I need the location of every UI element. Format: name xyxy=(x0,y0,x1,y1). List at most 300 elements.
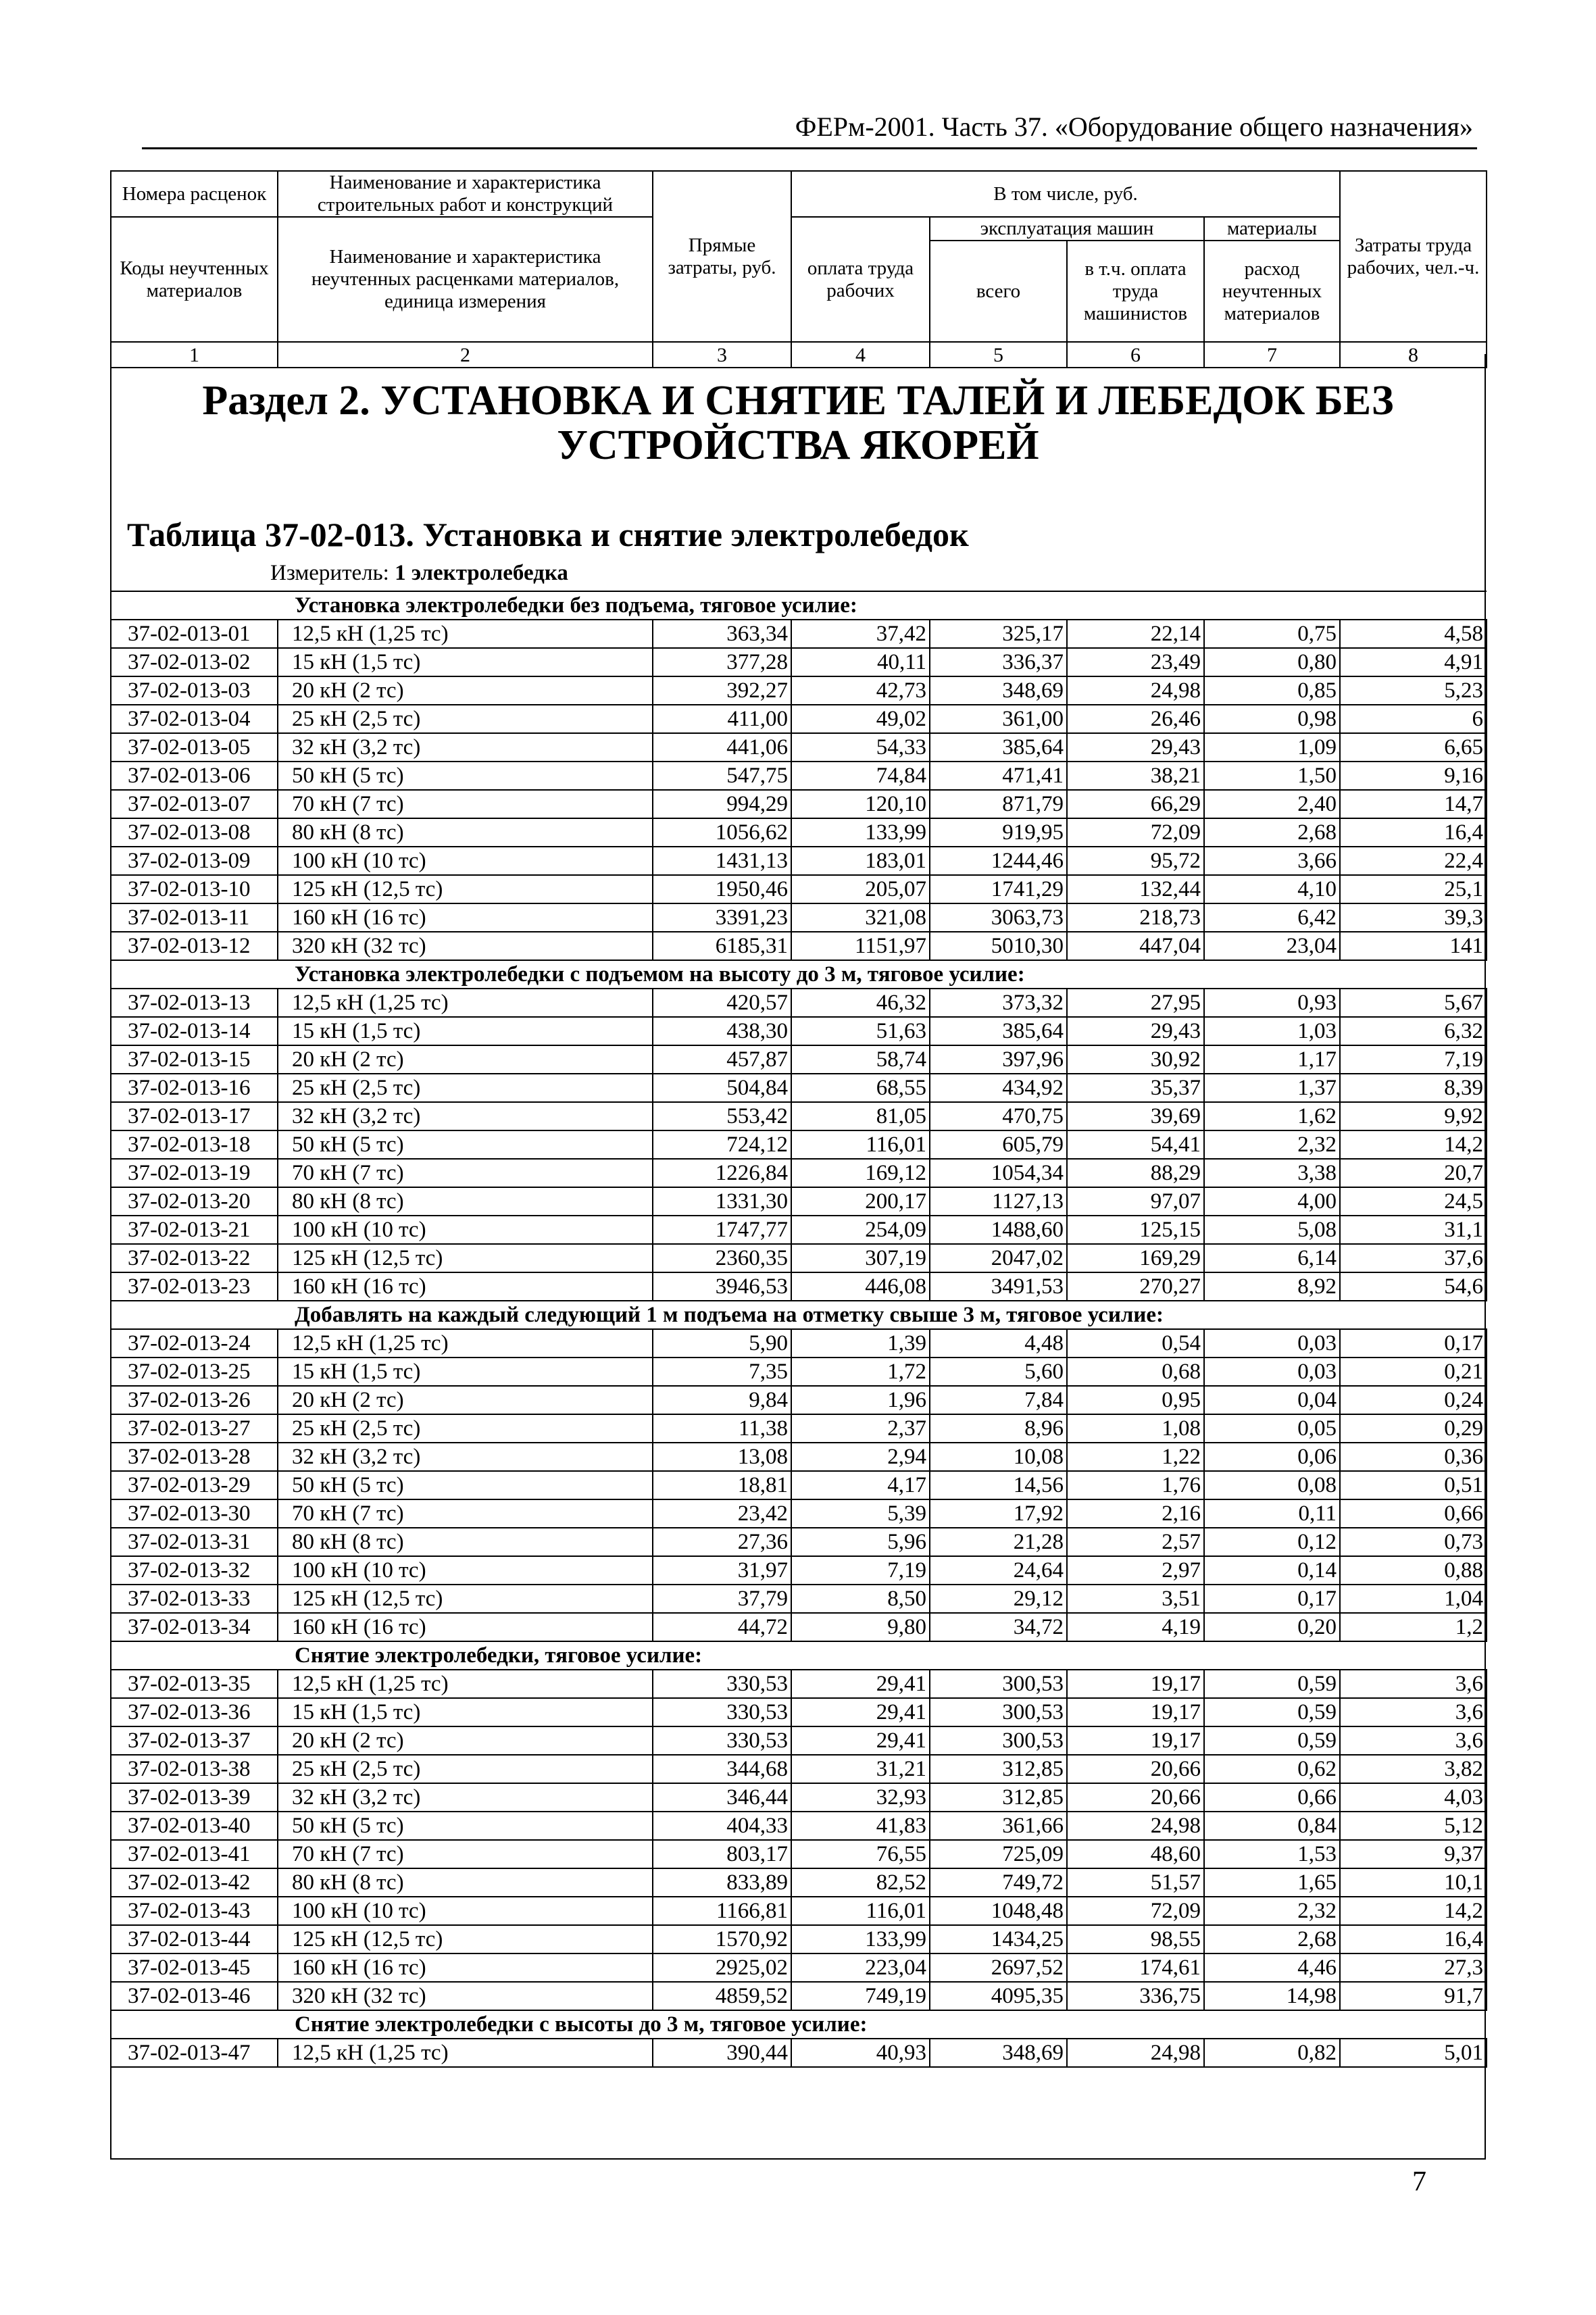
labor-hours-cell: 16,4 xyxy=(1340,1925,1487,1953)
table-row xyxy=(111,1982,1487,2010)
labor-hours-cell: 39,3 xyxy=(1340,903,1487,932)
direct-costs-cell: 2925,02 xyxy=(653,1953,791,1982)
machinist-pay-cell: 4,19 xyxy=(1067,1613,1204,1641)
work-name-cell: 100 кН (10 тс) xyxy=(278,1216,653,1244)
rate-code-cell: 37-02-013-36 xyxy=(111,1698,278,1726)
rate-code-cell: 37-02-013-23 xyxy=(111,1272,278,1301)
machinist-pay-cell: 3,51 xyxy=(1067,1585,1204,1613)
rate-code-cell: 37-02-013-01 xyxy=(111,620,278,648)
rate-code-cell: 37-02-013-35 xyxy=(111,1670,278,1698)
direct-costs-cell: 44,72 xyxy=(653,1613,791,1641)
table-title: Таблица 37-02-013. Установка и снятие электролебедок xyxy=(127,516,969,553)
machines-total-cell: 5010,30 xyxy=(930,932,1067,960)
machinist-pay-cell: 24,98 xyxy=(1067,2039,1204,2067)
direct-costs-cell: 547,75 xyxy=(653,762,791,790)
material-consumption-cell: 1,09 xyxy=(1204,733,1340,762)
worker-pay-cell: 307,19 xyxy=(791,1244,930,1272)
machinist-pay-cell: 54,41 xyxy=(1067,1130,1204,1159)
direct-costs-cell: 11,38 xyxy=(653,1414,791,1443)
table-row xyxy=(111,1953,1487,1982)
col-number: 6 xyxy=(1067,342,1204,368)
machines-total-cell: 21,28 xyxy=(930,1528,1067,1556)
table-row xyxy=(111,705,1487,733)
machines-total-cell: 725,09 xyxy=(930,1840,1067,1868)
material-consumption-cell: 1,50 xyxy=(1204,762,1340,790)
rate-code-cell: 37-02-013-46 xyxy=(111,1982,278,2010)
work-name-cell: 32 кН (3,2 тс) xyxy=(278,733,653,762)
table-row xyxy=(111,1130,1487,1159)
machines-total-cell: 471,41 xyxy=(930,762,1067,790)
direct-costs-cell: 3946,53 xyxy=(653,1272,791,1301)
machines-total-cell: 300,53 xyxy=(930,1726,1067,1755)
col-number: 4 xyxy=(791,342,930,368)
group-header-row xyxy=(111,1301,1487,1329)
direct-costs-cell: 18,81 xyxy=(653,1471,791,1499)
labor-hours-cell: 4,03 xyxy=(1340,1783,1487,1812)
rate-code-cell: 37-02-013-29 xyxy=(111,1471,278,1499)
material-consumption-cell: 0,11 xyxy=(1204,1499,1340,1528)
work-name-cell: 20 кН (2 тс) xyxy=(278,1045,653,1074)
rate-code-cell: 37-02-013-09 xyxy=(111,847,278,875)
work-name-cell: 25 кН (2,5 тс) xyxy=(278,1755,653,1783)
table-row xyxy=(111,1216,1487,1244)
table-row xyxy=(111,1868,1487,1897)
machinist-pay-cell: 2,57 xyxy=(1067,1528,1204,1556)
machines-total-cell: 8,96 xyxy=(930,1414,1067,1443)
table-row xyxy=(111,1528,1487,1556)
labor-hours-cell: 14,2 xyxy=(1340,1130,1487,1159)
direct-costs-cell: 411,00 xyxy=(653,705,791,733)
table-row xyxy=(111,1159,1487,1187)
work-name-cell: 20 кН (2 тс) xyxy=(278,676,653,705)
labor-hours-cell: 5,12 xyxy=(1340,1812,1487,1840)
machines-total-cell: 434,92 xyxy=(930,1074,1067,1102)
rates-table xyxy=(110,591,1487,2068)
col-head-material-codes: Коды неучтенных материалов xyxy=(111,217,278,342)
labor-hours-cell: 0,88 xyxy=(1340,1556,1487,1585)
group-header-row xyxy=(111,960,1487,989)
work-name-cell: 80 кН (8 тс) xyxy=(278,818,653,847)
work-name-cell: 70 кН (7 тс) xyxy=(278,1840,653,1868)
machines-total-cell: 10,08 xyxy=(930,1443,1067,1471)
material-consumption-cell: 4,46 xyxy=(1204,1953,1340,1982)
worker-pay-cell: 133,99 xyxy=(791,1925,930,1953)
col-head-material-consumption: расход неучтенных материалов xyxy=(1204,241,1340,342)
worker-pay-cell: 81,05 xyxy=(791,1102,930,1130)
material-consumption-cell: 2,68 xyxy=(1204,1925,1340,1953)
machines-total-cell: 1054,34 xyxy=(930,1159,1067,1187)
table-row xyxy=(111,1670,1487,1698)
material-consumption-cell: 0,85 xyxy=(1204,676,1340,705)
worker-pay-cell: 5,96 xyxy=(791,1528,930,1556)
material-consumption-cell: 0,59 xyxy=(1204,1670,1340,1698)
work-name-cell: 12,5 кН (1,25 тс) xyxy=(278,2039,653,2067)
col-head-machines-total: всего xyxy=(930,241,1067,342)
direct-costs-cell: 833,89 xyxy=(653,1868,791,1897)
work-name-cell: 100 кН (10 тс) xyxy=(278,1897,653,1925)
worker-pay-cell: 8,50 xyxy=(791,1585,930,1613)
worker-pay-cell: 40,93 xyxy=(791,2039,930,2067)
rate-code-cell: 37-02-013-24 xyxy=(111,1329,278,1358)
labor-hours-cell: 0,51 xyxy=(1340,1471,1487,1499)
machinist-pay-cell: 22,14 xyxy=(1067,620,1204,648)
material-consumption-cell: 0,17 xyxy=(1204,1585,1340,1613)
direct-costs-cell: 438,30 xyxy=(653,1017,791,1045)
material-consumption-cell: 0,59 xyxy=(1204,1698,1340,1726)
material-consumption-cell: 8,92 xyxy=(1204,1272,1340,1301)
col-head-labor: Затраты труда рабочих, чел.-ч. xyxy=(1340,171,1487,342)
rate-code-cell: 37-02-013-37 xyxy=(111,1726,278,1755)
material-consumption-cell: 0,66 xyxy=(1204,1783,1340,1812)
material-consumption-cell: 0,84 xyxy=(1204,1812,1340,1840)
machines-total-cell: 34,72 xyxy=(930,1613,1067,1641)
worker-pay-cell: 40,11 xyxy=(791,648,930,676)
material-consumption-cell: 1,17 xyxy=(1204,1045,1340,1074)
machinist-pay-cell: 19,17 xyxy=(1067,1698,1204,1726)
labor-hours-cell: 54,6 xyxy=(1340,1272,1487,1301)
machines-total-cell: 470,75 xyxy=(930,1102,1067,1130)
rate-code-cell: 37-02-013-13 xyxy=(111,989,278,1017)
direct-costs-cell: 553,42 xyxy=(653,1102,791,1130)
work-name-cell: 12,5 кН (1,25 тс) xyxy=(278,1670,653,1698)
table-row xyxy=(111,1755,1487,1783)
machinist-pay-cell: 218,73 xyxy=(1067,903,1204,932)
worker-pay-cell: 749,19 xyxy=(791,1982,930,2010)
machinist-pay-cell: 336,75 xyxy=(1067,1982,1204,2010)
section-title: Раздел 2. УСТАНОВКА И СНЯТИЕ ТАЛЕЙ И ЛЕБЕДОК БЕЗ УСТРОЙСТВА ЯКОРЕЙ xyxy=(202,378,1394,468)
work-name-cell: 20 кН (2 тс) xyxy=(278,1386,653,1414)
table-row xyxy=(111,1840,1487,1868)
col-number: 7 xyxy=(1204,342,1340,368)
material-consumption-cell: 0,82 xyxy=(1204,2039,1340,2067)
work-name-cell: 25 кН (2,5 тс) xyxy=(278,1074,653,1102)
work-name-cell: 50 кН (5 тс) xyxy=(278,1471,653,1499)
material-consumption-cell: 0,08 xyxy=(1204,1471,1340,1499)
direct-costs-cell: 5,90 xyxy=(653,1329,791,1358)
machinist-pay-cell: 270,27 xyxy=(1067,1272,1204,1301)
machinist-pay-cell: 1,76 xyxy=(1067,1471,1204,1499)
labor-hours-cell: 1,04 xyxy=(1340,1585,1487,1613)
machines-total-cell: 361,00 xyxy=(930,705,1067,733)
material-consumption-cell: 1,65 xyxy=(1204,1868,1340,1897)
work-name-cell: 15 кН (1,5 тс) xyxy=(278,1017,653,1045)
work-name-cell: 100 кН (10 тс) xyxy=(278,847,653,875)
table-row xyxy=(111,989,1487,1017)
machinist-pay-cell: 38,21 xyxy=(1067,762,1204,790)
worker-pay-cell: 9,80 xyxy=(791,1613,930,1641)
worker-pay-cell: 116,01 xyxy=(791,1897,930,1925)
labor-hours-cell: 14,7 xyxy=(1340,790,1487,818)
machines-total-cell: 1488,60 xyxy=(930,1216,1067,1244)
machines-total-cell: 325,17 xyxy=(930,620,1067,648)
material-consumption-cell: 0,03 xyxy=(1204,1358,1340,1386)
labor-hours-cell: 1,2 xyxy=(1340,1613,1487,1641)
group-header-row xyxy=(111,1641,1487,1670)
machines-total-cell: 3491,53 xyxy=(930,1272,1067,1301)
group-title: Добавлять на каждый следующий 1 м подъема на отметку свыше 3 м, тяговое усилие: xyxy=(111,1301,1487,1329)
machinist-pay-cell: 51,57 xyxy=(1067,1868,1204,1897)
direct-costs-cell: 344,68 xyxy=(653,1755,791,1783)
table-row xyxy=(111,762,1487,790)
worker-pay-cell: 2,94 xyxy=(791,1443,930,1471)
labor-hours-cell: 24,5 xyxy=(1340,1187,1487,1216)
worker-pay-cell: 42,73 xyxy=(791,676,930,705)
machinist-pay-cell: 0,95 xyxy=(1067,1386,1204,1414)
labor-hours-cell: 9,16 xyxy=(1340,762,1487,790)
rate-code-cell: 37-02-013-33 xyxy=(111,1585,278,1613)
machinist-pay-cell: 48,60 xyxy=(1067,1840,1204,1868)
material-consumption-cell: 0,62 xyxy=(1204,1755,1340,1783)
column-header-table xyxy=(110,170,1487,368)
worker-pay-cell: 32,93 xyxy=(791,1783,930,1812)
work-name-cell: 25 кН (2,5 тс) xyxy=(278,1414,653,1443)
direct-costs-cell: 2360,35 xyxy=(653,1244,791,1272)
table-row xyxy=(111,1698,1487,1726)
machines-total-cell: 348,69 xyxy=(930,676,1067,705)
labor-hours-cell: 4,91 xyxy=(1340,648,1487,676)
direct-costs-cell: 1950,46 xyxy=(653,875,791,903)
material-consumption-cell: 0,75 xyxy=(1204,620,1340,648)
worker-pay-cell: 46,32 xyxy=(791,989,930,1017)
direct-costs-cell: 1166,81 xyxy=(653,1897,791,1925)
labor-hours-cell: 16,4 xyxy=(1340,818,1487,847)
col-head-worker-pay: оплата труда рабочих xyxy=(791,217,930,342)
machines-total-cell: 348,69 xyxy=(930,2039,1067,2067)
table-row xyxy=(111,1556,1487,1585)
worker-pay-cell: 116,01 xyxy=(791,1130,930,1159)
labor-hours-cell: 6,32 xyxy=(1340,1017,1487,1045)
direct-costs-cell: 1331,30 xyxy=(653,1187,791,1216)
material-consumption-cell: 0,93 xyxy=(1204,989,1340,1017)
machines-total-cell: 605,79 xyxy=(930,1130,1067,1159)
table-row xyxy=(111,1585,1487,1613)
worker-pay-cell: 1,39 xyxy=(791,1329,930,1358)
material-consumption-cell: 1,53 xyxy=(1204,1840,1340,1868)
machines-total-cell: 919,95 xyxy=(930,818,1067,847)
machines-total-cell: 373,32 xyxy=(930,989,1067,1017)
work-name-cell: 15 кН (1,5 тс) xyxy=(278,1698,653,1726)
labor-hours-cell: 3,6 xyxy=(1340,1670,1487,1698)
direct-costs-cell: 6185,31 xyxy=(653,932,791,960)
direct-costs-cell: 37,79 xyxy=(653,1585,791,1613)
labor-hours-cell: 6,65 xyxy=(1340,733,1487,762)
machines-total-cell: 312,85 xyxy=(930,1755,1067,1783)
table-row xyxy=(111,1386,1487,1414)
measurement-unit xyxy=(270,560,568,586)
direct-costs-cell: 377,28 xyxy=(653,648,791,676)
work-name-cell: 70 кН (7 тс) xyxy=(278,1159,653,1187)
machines-total-cell: 312,85 xyxy=(930,1783,1067,1812)
rate-code-cell: 37-02-013-40 xyxy=(111,1812,278,1840)
table-row xyxy=(111,1329,1487,1358)
work-name-cell: 100 кН (10 тс) xyxy=(278,1556,653,1585)
table-row xyxy=(111,875,1487,903)
labor-hours-cell: 0,24 xyxy=(1340,1386,1487,1414)
work-name-cell: 15 кН (1,5 тс) xyxy=(278,648,653,676)
table-row xyxy=(111,790,1487,818)
table-row xyxy=(111,847,1487,875)
rate-code-cell: 37-02-013-05 xyxy=(111,733,278,762)
machinist-pay-cell: 447,04 xyxy=(1067,932,1204,960)
rate-code-cell: 37-02-013-21 xyxy=(111,1216,278,1244)
machinist-pay-cell: 174,61 xyxy=(1067,1953,1204,1982)
group-title: Снятие электролебедки, тяговое усилие: xyxy=(111,1641,1487,1670)
direct-costs-cell: 27,36 xyxy=(653,1528,791,1556)
work-name-cell: 320 кН (32 тс) xyxy=(278,932,653,960)
machinist-pay-cell: 97,07 xyxy=(1067,1187,1204,1216)
header-rule xyxy=(142,147,1477,149)
machinist-pay-cell: 66,29 xyxy=(1067,790,1204,818)
machinist-pay-cell: 19,17 xyxy=(1067,1670,1204,1698)
machinist-pay-cell: 39,69 xyxy=(1067,1102,1204,1130)
direct-costs-cell: 390,44 xyxy=(653,2039,791,2067)
machines-total-cell: 1244,46 xyxy=(930,847,1067,875)
work-name-cell: 12,5 кН (1,25 тс) xyxy=(278,1329,653,1358)
work-name-cell: 80 кН (8 тс) xyxy=(278,1868,653,1897)
material-consumption-cell: 0,59 xyxy=(1204,1726,1340,1755)
machines-total-cell: 24,64 xyxy=(930,1556,1067,1585)
machinist-pay-cell: 2,16 xyxy=(1067,1499,1204,1528)
material-consumption-cell: 0,14 xyxy=(1204,1556,1340,1585)
machinist-pay-cell: 72,09 xyxy=(1067,1897,1204,1925)
worker-pay-cell: 68,55 xyxy=(791,1074,930,1102)
material-consumption-cell: 4,10 xyxy=(1204,875,1340,903)
labor-hours-cell: 9,92 xyxy=(1340,1102,1487,1130)
labor-hours-cell: 31,1 xyxy=(1340,1216,1487,1244)
rate-code-cell: 37-02-013-44 xyxy=(111,1925,278,1953)
work-name-cell: 70 кН (7 тс) xyxy=(278,1499,653,1528)
table-row xyxy=(111,1017,1487,1045)
worker-pay-cell: 29,41 xyxy=(791,1726,930,1755)
work-name-cell: 320 кН (32 тс) xyxy=(278,1982,653,2010)
col-head-work-name: Наименование и характеристика строительных работ и конструкций xyxy=(278,171,653,217)
worker-pay-cell: 29,41 xyxy=(791,1670,930,1698)
direct-costs-cell: 404,33 xyxy=(653,1812,791,1840)
labor-hours-cell: 6 xyxy=(1340,705,1487,733)
direct-costs-cell: 1056,62 xyxy=(653,818,791,847)
col-head-rate-numbers: Номера расценок xyxy=(111,171,278,217)
table-row xyxy=(111,676,1487,705)
labor-hours-cell: 0,17 xyxy=(1340,1329,1487,1358)
machines-total-cell: 1434,25 xyxy=(930,1925,1067,1953)
material-consumption-cell: 0,98 xyxy=(1204,705,1340,733)
group-header-row xyxy=(111,2010,1487,2039)
material-consumption-cell: 0,03 xyxy=(1204,1329,1340,1358)
machines-total-cell: 871,79 xyxy=(930,790,1067,818)
rates-body xyxy=(111,591,1487,2067)
worker-pay-cell: 200,17 xyxy=(791,1187,930,1216)
machinist-pay-cell: 132,44 xyxy=(1067,875,1204,903)
machines-total-cell: 300,53 xyxy=(930,1698,1067,1726)
machinist-pay-cell: 27,95 xyxy=(1067,989,1204,1017)
material-consumption-cell: 6,42 xyxy=(1204,903,1340,932)
direct-costs-cell: 4859,52 xyxy=(653,1982,791,2010)
direct-costs-cell: 9,84 xyxy=(653,1386,791,1414)
machines-total-cell: 4095,35 xyxy=(930,1982,1067,2010)
table-row xyxy=(111,903,1487,932)
work-name-cell: 32 кН (3,2 тс) xyxy=(278,1102,653,1130)
material-consumption-cell: 2,68 xyxy=(1204,818,1340,847)
rate-code-cell: 37-02-013-17 xyxy=(111,1102,278,1130)
rate-code-cell: 37-02-013-43 xyxy=(111,1897,278,1925)
material-consumption-cell: 0,20 xyxy=(1204,1613,1340,1641)
rate-code-cell: 37-02-013-08 xyxy=(111,818,278,847)
worker-pay-cell: 7,19 xyxy=(791,1556,930,1585)
worker-pay-cell: 169,12 xyxy=(791,1159,930,1187)
labor-hours-cell: 0,21 xyxy=(1340,1358,1487,1386)
rate-code-cell: 37-02-013-26 xyxy=(111,1386,278,1414)
col-head-material-name: Наименование и характеристика неучтенных расценками материалов, единица измерения xyxy=(278,217,653,342)
direct-costs-cell: 1431,13 xyxy=(653,847,791,875)
material-consumption-cell: 23,04 xyxy=(1204,932,1340,960)
rate-code-cell: 37-02-013-30 xyxy=(111,1499,278,1528)
machinist-pay-cell: 35,37 xyxy=(1067,1074,1204,1102)
machines-total-cell: 14,56 xyxy=(930,1471,1067,1499)
machines-total-cell: 2047,02 xyxy=(930,1244,1067,1272)
rate-code-cell: 37-02-013-02 xyxy=(111,648,278,676)
direct-costs-cell: 3391,23 xyxy=(653,903,791,932)
labor-hours-cell: 20,7 xyxy=(1340,1159,1487,1187)
table-row xyxy=(111,1414,1487,1443)
work-name-cell: 12,5 кН (1,25 тс) xyxy=(278,989,653,1017)
group-title: Установка электролебедки с подъемом на высоту до 3 м, тяговое усилие: xyxy=(111,960,1487,989)
page-number: 7 xyxy=(1412,2166,1426,2197)
rate-code-cell: 37-02-013-42 xyxy=(111,1868,278,1897)
work-name-cell: 50 кН (5 тс) xyxy=(278,1812,653,1840)
machinist-pay-cell: 20,66 xyxy=(1067,1755,1204,1783)
worker-pay-cell: 54,33 xyxy=(791,733,930,762)
direct-costs-cell: 724,12 xyxy=(653,1130,791,1159)
machines-total-cell: 29,12 xyxy=(930,1585,1067,1613)
material-consumption-cell: 1,37 xyxy=(1204,1074,1340,1102)
running-header: ФЕРм-2001. Часть 37. «Оборудование общего назначения» xyxy=(795,111,1473,142)
rate-code-cell: 37-02-013-27 xyxy=(111,1414,278,1443)
measurement-unit-value: 1 электролебедка xyxy=(395,561,568,585)
direct-costs-cell: 392,27 xyxy=(653,676,791,705)
labor-hours-cell: 5,01 xyxy=(1340,2039,1487,2067)
direct-costs-cell: 504,84 xyxy=(653,1074,791,1102)
material-consumption-cell: 1,62 xyxy=(1204,1102,1340,1130)
rate-code-cell: 37-02-013-34 xyxy=(111,1613,278,1641)
worker-pay-cell: 2,37 xyxy=(791,1414,930,1443)
material-consumption-cell: 3,38 xyxy=(1204,1159,1340,1187)
col-head-direct-costs: Прямые затраты, руб. xyxy=(653,171,791,342)
worker-pay-cell: 183,01 xyxy=(791,847,930,875)
group-header-row xyxy=(111,591,1487,620)
direct-costs-cell: 346,44 xyxy=(653,1783,791,1812)
rate-code-cell: 37-02-013-22 xyxy=(111,1244,278,1272)
labor-hours-cell: 9,37 xyxy=(1340,1840,1487,1868)
worker-pay-cell: 205,07 xyxy=(791,875,930,903)
direct-costs-cell: 363,34 xyxy=(653,620,791,648)
labor-hours-cell: 7,19 xyxy=(1340,1045,1487,1074)
rate-code-cell: 37-02-013-31 xyxy=(111,1528,278,1556)
rate-code-cell: 37-02-013-15 xyxy=(111,1045,278,1074)
machines-total-cell: 397,96 xyxy=(930,1045,1067,1074)
worker-pay-cell: 29,41 xyxy=(791,1698,930,1726)
worker-pay-cell: 4,17 xyxy=(791,1471,930,1499)
machinist-pay-cell: 1,08 xyxy=(1067,1414,1204,1443)
table-row xyxy=(111,1471,1487,1499)
labor-hours-cell: 3,6 xyxy=(1340,1726,1487,1755)
machines-total-cell: 5,60 xyxy=(930,1358,1067,1386)
worker-pay-cell: 49,02 xyxy=(791,705,930,733)
machines-total-cell: 1048,48 xyxy=(930,1897,1067,1925)
worker-pay-cell: 1,72 xyxy=(791,1358,930,1386)
rate-code-cell: 37-02-013-47 xyxy=(111,2039,278,2067)
worker-pay-cell: 31,21 xyxy=(791,1755,930,1783)
work-name-cell: 50 кН (5 тс) xyxy=(278,762,653,790)
